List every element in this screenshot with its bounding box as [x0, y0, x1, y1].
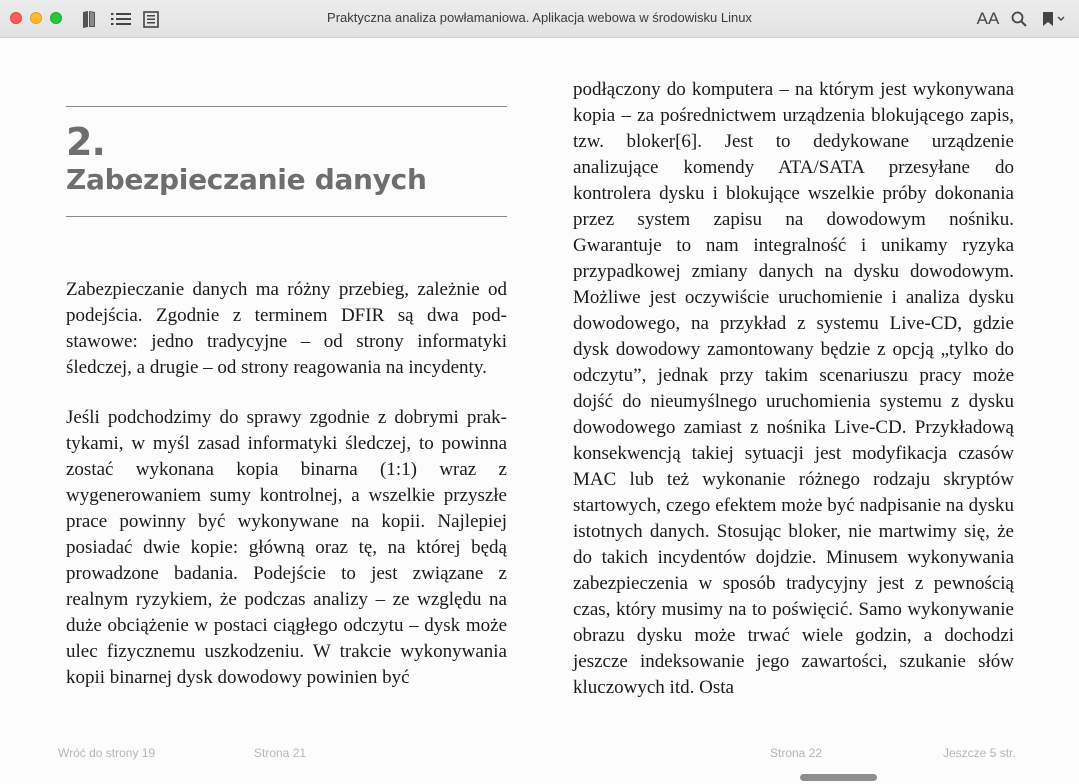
paragraph: Jeśli podchodzimy do sprawy zgodnie z dobrymi praktykami, w myśl zasad informatyki śledczej, to powinna zostać wykonana kopia binarna (1:1) wraz z wygenerowaniem sumy kontrolnej, a wszelkie przyszłe prace powinny być wykonywane na kopii. Najlepiej posiadać dwie kopie: główną oraz tę, na której będą prowadzone badania. Podejście to jest związane z realnym ryzykiem, że podczas analizy – ze względu na duże obciążenie w postaci ciągłego odczytu – dysk może ulec fizycznemu uszkodzeniu. W trakcie wykonywania kopii binarnej dysk dowodowy powinien być: [66, 407, 507, 688]
pages-remaining: Jeszcze 5 str.: [943, 746, 1016, 760]
chapter-rule-bottom: [66, 216, 507, 217]
right-page-number: Strona 22: [770, 746, 823, 760]
paragraph: podłączony do komputera – na którym jest wykonywana kopia – za pośrednictwem urządzenia blokującego zapis, tzw. bloker[6]. Jest to dedykowane urządzenie analizujące komendy ATA/SATA przesyłane do kontrolera dysku i blokujące wszelkie próby dokonania przez system zapisu na dowodowym nośniku. Gwarantuje to nam integralność i unikamy ryzyka przypadkowej zmiany danych na dysku dowodowym. Możliwe jest oczywiście uruchomienie i analiza dysku dowodowego, na przykład z systemu Live-CD, gdzie dysk dowodowy zamontowany będzie z opcją „tylko do odczytu”, jednak przy takim scenariuszu pracy może dojść do nieumyślnego uruchomienia systemu z dysku dowodowego zamiast z nośnika Live-CD. Przykładową konsekwencją takiej sytuacji jest modyfikacja czasów MAC lub też wykonanie różnego rodzaju skryptów startowych, czego efektem może być nadpisanie na dysku istotnych danych. Stosując bloker, nie martwimy się, że do takich incydentów dojdzie. Minusem wykonywania zabezpieczenia w sposób tradycyjny jest z pewnością czas, który musimy na to poświęcić. Samo wykonywanie obrazu dysku może trwać wiele godzin, a dochodzi jeszcze indeksowanie jego zawartości, szukanie słów kluczowych itd. Osta: [573, 79, 1014, 698]
bookmark-icon[interactable]: [1040, 9, 1068, 29]
zoom-window-button[interactable]: [50, 12, 62, 24]
left-page-number: Strona 21: [254, 746, 307, 760]
close-window-button[interactable]: [10, 12, 22, 24]
window-titlebar: [0, 0, 1079, 38]
font-size-button[interactable]: [975, 9, 1001, 29]
list-icon[interactable]: [110, 9, 132, 29]
page-scroll-indicator[interactable]: [800, 774, 877, 781]
chapter-number: 2.: [66, 120, 105, 164]
right-page-text: [573, 77, 1014, 701]
back-to-page-link[interactable]: Wróć do strony 19: [58, 746, 156, 760]
left-page-text: [66, 277, 507, 691]
font-size-label: AA: [976, 9, 1000, 28]
window-title: Praktyczna analiza powłamaniowa. Aplikacja webowa w środowisku Linux: [327, 10, 752, 25]
search-icon[interactable]: [1010, 9, 1028, 29]
notes-icon[interactable]: [142, 9, 160, 29]
book-icon[interactable]: [80, 9, 98, 29]
chapter-rule-top: [66, 106, 507, 107]
chapter-title: Zabezpieczanie danych: [66, 163, 427, 196]
paragraph: Zabezpieczanie danych ma różny przebieg, zależnie od podejścia. Zgodnie z terminem DFIR są dwa podstawowe: jedno tradycyjne – od strony informatyki śledczej, a drugie – od strony reagowania na incydenty.: [66, 279, 507, 378]
minimize-window-button[interactable]: [30, 12, 42, 24]
